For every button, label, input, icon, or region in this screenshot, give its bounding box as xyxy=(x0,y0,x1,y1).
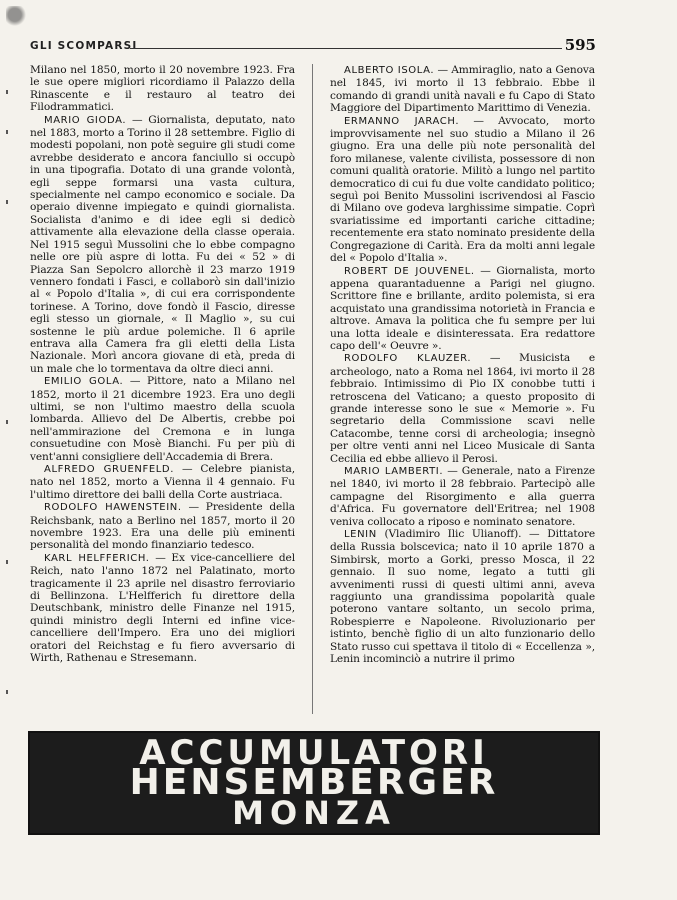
running-header xyxy=(30,36,596,58)
entry-text: — Presidente della Reichsbank, nato a Berlino nel 1857, morto il 20 novembre 1923. Era una delle più eminenti personalità del mondo finanziario tedesco. xyxy=(30,501,295,552)
entry-text: — Musicista e archeologo, nato a Roma nel 1864, ivi morto il 28 febbraio. Intimissimo di Pio IX conobbe tutti i retroscena del Vaticano; a questo proposito di grande interesse sono le sue « Memorie ». Fu segretario della Commissione scavi nelle Catacombe, tenne corsi di archeologia; insegnò per oltre venti anni nel Liceo Musicale di Santa Cecilia ed ebbe allievo il Perosi. xyxy=(330,352,595,465)
entry-text: — Giornalista, deputato, nato nel 1883, morto a Torino il 28 settembre. Figlio di modesti popolani, non potè seguire gli studi come avrebbe desiderato e ancora fanciullo si occupò in una tipografia. Dotato di una grande volontà, egli seppe formarsi una vasta cultura, specialmente nel campo economico e sociale. Da operaio divenne impiegato e quindi giornalista. Socialista d'animo e di idee egli si dedicò attivamente alla elevazione della classe operaia. Nel 1915 seguì Mussolini che lo ebbe compagno nelle ore più aspre di lotta. Fu dei « 52 » di Piazza San Sepolcro allorchè il 23 marzo 1919 vennero fondati i Fasci, e collaborò sin dall'inizio al « Popolo d'Italia », di cui era corrispondente torinese. A Torino, dove fondò il Fascio, diresse egli stesso un giornale, « Il Maglio », su cui sostenne le più ardue polemiche. Il 6 aprile entrava alla Camera fra gli eletti della Lista Nazionale. Morì ancora giovane di età, preda di un male che lo tormentava da oltre dieci anni. xyxy=(30,113,296,375)
entry-name: KARL HELFFERICH. xyxy=(44,552,150,564)
entry-text: — Avvocato, morto improvvisamente nel suo studio a Milano il 26 giugno. Era una delle più note personalità del foro milanese, valente civilista, possessore di non comuni qualità oratorie. Militò a lungo nel partito democratico di cui fu due volte candidato politico; seguì poi Benito Mussolini iscrivendosi al Fascio di Milano ove godeva larghissime simpatie. Coprì svariatissime ed importanti cariche cittadine; recentemente era stato nominato presidente della Congregazione di Carità. Era da molti anni legale del « Popolo d'Italia ». xyxy=(330,114,595,265)
right-column xyxy=(330,64,595,666)
obituary-entry xyxy=(330,352,595,465)
margin-mark xyxy=(6,690,8,694)
ad-line-monza: MONZA xyxy=(232,794,396,832)
obituary-entry xyxy=(30,64,295,114)
left-column xyxy=(30,64,295,665)
obituary-entry xyxy=(30,114,295,376)
entry-text: — Pittore, nato a Milano nel 1852, morto il 21 dicembre 1923. Era uno degli ultimi, se non l'ultimo maestro della scuola lombarda. Allievo del De Albertis, crebbe poi nell'ammirazione del Cremona e in lunga consuetudine con Mosè Bianchi. Fu per più di vent'anni consigliere dell'Accademia di Brera. xyxy=(30,375,295,463)
obituary-entry xyxy=(330,528,595,665)
ad-line-accumulatori: ACCUMULATORI xyxy=(139,733,489,773)
column-divider xyxy=(312,64,313,714)
entry-name: RODOLFO HAWENSTEIN. xyxy=(44,502,182,514)
page-number: 595 xyxy=(564,36,596,54)
obituary-entry xyxy=(30,463,295,501)
ad-line-hensemberger: HENSEMBERGER xyxy=(129,762,499,803)
obituary-entry xyxy=(330,64,595,115)
entry-name: MARIO GIODA. xyxy=(44,114,127,126)
margin-mark xyxy=(6,130,8,134)
entry-name: ALBERTO ISOLA. xyxy=(344,65,435,76)
entry-text: — Generale, nato a Firenze nel 1840, ivi morto il 28 febbraio. Partecipò alle campagne del Risorgimento e alla guerra d'Africa. Fu governatore dell'Eritrea; nel 1908 veniva collocato a riposo e nominato senatore. xyxy=(330,465,595,528)
obituary-entry xyxy=(330,115,595,265)
entry-name: LENIN xyxy=(344,529,377,541)
advertisement-banner xyxy=(28,731,600,835)
margin-mark xyxy=(6,200,8,204)
entry-text: — Ammiraglio, nato a Genova nel 1845, ivi morto il 13 febbraio. Ebbe il comando di grandi unità navali e fu Capo di Stato Maggiore del Dipartimento Marittimo di Venezia. xyxy=(330,64,595,115)
entry-name: EMILIO GOLA. xyxy=(44,376,124,388)
obituary-entry xyxy=(30,501,295,552)
entry-name: ROBERT DE JOUVENEL. xyxy=(344,265,475,277)
entry-name: RODOLFO KLAUZER. xyxy=(344,353,472,365)
obituary-entry xyxy=(330,265,595,353)
header-title: GLI SCOMPARSI xyxy=(30,40,138,52)
margin-mark xyxy=(6,420,8,424)
obituary-entry xyxy=(30,552,295,665)
entry-text: (Vladimiro Ilic Ulianoff). — Dittatore della Russia bolscevica; nato il 10 aprile 1870 a Simbirsk, morto a Gorki, presso Mosca, il 22 gennaio. Il suo nome, legato a tutti gli avvenimenti russi di questi ultimi anni, aveva raggiunto una grandissima popolarità quale poterono vantare soltanto, un secolo prima, Robespierre e Napoleone. Rivoluzionario per istinto, benchè figlio di un alto funzionario dello Stato russo cui spettava il titolo di « Eccellenza », Lenin incominciò a nutrire il primo xyxy=(330,528,595,666)
entry-name: ALFREDO GRUENFELD. xyxy=(44,464,175,475)
margin-mark xyxy=(6,560,8,564)
entry-text: — Celebre pianista, nato nel 1852, morto a Vienna il 4 gennaio. Fu l'ultimo direttore dei balli della Corte austriaca. xyxy=(30,463,295,501)
margin-mark xyxy=(6,90,8,94)
entry-name: MARIO LAMBERTI. xyxy=(344,466,444,477)
entry-text: — Giornalista, morto appena quarantaduenne a Parigi nel giugno. Scrittore fine e brillante, ardito polemista, si era acquistato una grandissima notorietà in Francia e altrove. Amava la politica che fu sempre per lui una lotta ideale e disinteressata. Era redattore capo dell'« Oeuvre ». xyxy=(330,264,596,352)
obituary-entry xyxy=(30,375,295,463)
entry-text: Milano nel 1850, morto il 20 novembre 1923. Fra le sue opere migliori ricordiamo il Palazzo della Rinascente e il restauro al teatro dei Filodrammatici. xyxy=(30,64,295,114)
header-rule xyxy=(130,48,562,49)
obituary-entry xyxy=(330,465,595,528)
entry-name: ERMANNO JARACH. xyxy=(344,115,460,127)
corner-smudge xyxy=(6,6,28,28)
entry-text: — Ex vice-cancelliere del Reich, nato l'anno 1872 nel Palatinato, morto tragicamente il 23 aprile nel disastro ferroviario di Bellinzona. L'Helfferich fu direttore della Deutschbank, ministro delle Finanze nel 1915, quindi ministro degli Interni ed infine vice-cancelliere dell'Impero. Era uno dei migliori oratori del Reichstag e fu fiero avversario di Wirth, Rathenau e Stresemann. xyxy=(30,551,295,665)
